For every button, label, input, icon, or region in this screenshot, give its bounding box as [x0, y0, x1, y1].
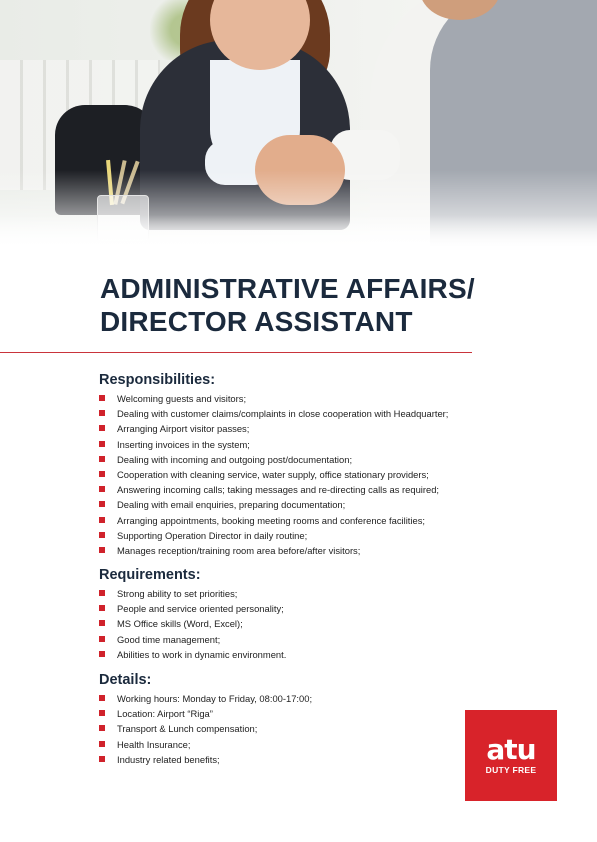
list-item: Transport & Lunch compensation; [99, 721, 312, 736]
bullet-square-icon [99, 620, 105, 626]
bullet-square-icon [99, 590, 105, 596]
list-item: Good time management; [99, 632, 286, 647]
requirements-section [99, 567, 286, 662]
details-list [99, 691, 312, 767]
responsibilities-heading: Responsibilities: [99, 372, 216, 388]
bullet-square-icon [99, 532, 105, 538]
job-title-line-2: DIRECTOR ASSISTANT [100, 306, 413, 337]
hero-photo [0, 0, 597, 252]
bullet-square-icon [99, 695, 105, 701]
desk [0, 215, 597, 252]
bullet-square-icon [99, 456, 105, 462]
list-item: Abilities to work in dynamic environment. [99, 647, 286, 662]
list-item: Welcoming guests and visitors; [99, 391, 448, 406]
responsibilities-section [99, 372, 448, 558]
list-item: Arranging Airport visitor passes; [99, 421, 448, 436]
job-title [100, 272, 520, 338]
bullet-square-icon [99, 501, 105, 507]
logo-mark: atu [486, 732, 536, 766]
list-item: Manages reception/training room area before/after visitors; [99, 543, 448, 558]
list-item: Industry related benefits; [99, 752, 312, 767]
bullet-square-icon [99, 410, 105, 416]
divider [0, 352, 472, 353]
list-item: Cooperation with cleaning service, water supply, office stationary providers; [99, 467, 448, 482]
bullet-square-icon [99, 395, 105, 401]
bullet-square-icon [99, 756, 105, 762]
list-item: Health Insurance; [99, 737, 312, 752]
requirements-heading: Requirements: [99, 567, 201, 583]
logo-subtitle: DUTY FREE [485, 764, 537, 775]
list-item: MS Office skills (Word, Excel); [99, 616, 286, 631]
bullet-square-icon [99, 471, 105, 477]
list-item: Inserting invoices in the system; [99, 437, 448, 452]
list-item: Dealing with incoming and outgoing post/documentation; [99, 452, 448, 467]
list-item: People and service oriented personality; [99, 601, 286, 616]
bullet-square-icon [99, 636, 105, 642]
job-title-line-1: ADMINISTRATIVE AFFAIRS/ [100, 273, 475, 304]
bullet-square-icon [99, 741, 105, 747]
bullet-square-icon [99, 710, 105, 716]
bullet-square-icon [99, 441, 105, 447]
bullet-square-icon [99, 651, 105, 657]
list-item: Location: Airport “Riga” [99, 706, 312, 721]
responsibilities-list [99, 391, 448, 558]
bullet-square-icon [99, 425, 105, 431]
bullet-square-icon [99, 547, 105, 553]
list-item: Arranging appointments, booking meeting rooms and conference facilities; [99, 513, 448, 528]
list-item: Supporting Operation Director in daily routine; [99, 528, 448, 543]
list-item: Strong ability to set priorities; [99, 586, 286, 601]
bullet-square-icon [99, 605, 105, 611]
bullet-square-icon [99, 517, 105, 523]
atu-duty-free-logo [465, 710, 557, 801]
bullet-square-icon [99, 725, 105, 731]
bullet-square-icon [99, 486, 105, 492]
requirements-list [99, 586, 286, 662]
list-item: Dealing with email enquiries, preparing documentation; [99, 497, 448, 512]
details-section [99, 672, 312, 767]
details-heading: Details: [99, 672, 152, 688]
list-item: Working hours: Monday to Friday, 08:00-17:00; [99, 691, 312, 706]
list-item: Answering incoming calls; taking messages and re-directing calls as required; [99, 482, 448, 497]
list-item: Dealing with customer claims/complaints in close cooperation with Headquarter; [99, 406, 448, 421]
